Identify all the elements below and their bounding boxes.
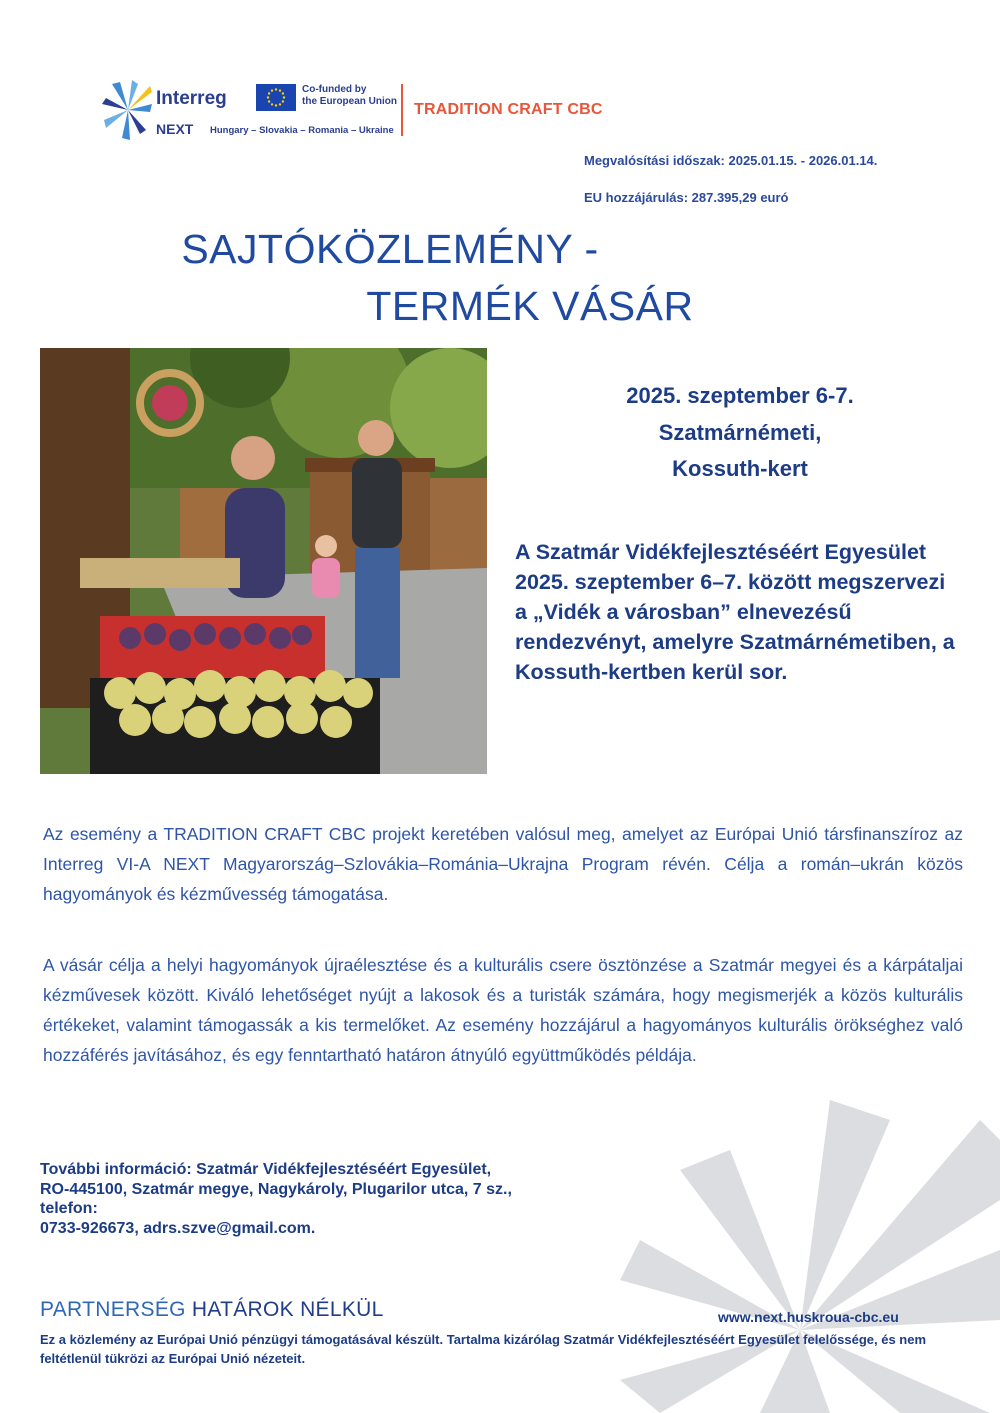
eu-contribution: EU hozzájárulás: 287.395,29 euró [584, 190, 789, 205]
cofunded-line1: Co-funded by [302, 84, 367, 95]
contact-line-4: 0733-926673, adrs.szve@gmail.com. [40, 1219, 316, 1237]
contact-line-1: További információ: Szatmár Vidékfejlesztéséért Egyesület, [40, 1161, 492, 1178]
footer-slogan [40, 1298, 384, 1322]
website-link[interactable]: www.next.huskroua-cbc.eu [718, 1309, 899, 1325]
implementation-period: Megvalósítási időszak: 2025.01.15. - 2026.01.14. [584, 153, 878, 168]
event-date: 2025. szeptember 6-7. [626, 383, 854, 408]
next-logo-text: NEXT [156, 121, 194, 137]
slogan-part-1: PARTNERSÉG [40, 1298, 186, 1321]
cofunded-line2: the European Union [302, 96, 397, 107]
interreg-logo-icon [100, 78, 152, 142]
page-title-line2: TERMÉK VÁSÁR [366, 283, 694, 329]
eu-flag-icon [256, 84, 296, 111]
page-title-line1: SAJTÓKÖZLEMÉNY - [181, 226, 599, 272]
body-paragraph-1: Az esemény a TRADITION CRAFT CBC projekt keretében valósul meg, amelyet az Európai Unió társfinanszíroz az Interreg VI-A NEXT Magyarország–Szlovákia–Románia–Ukrajna Program révén. Célja a román–ukrán közös hagyományok és kézművesség támogatása. [43, 824, 963, 904]
event-venue: Kossuth-kert [672, 456, 808, 481]
logo-divider [401, 84, 403, 136]
disclaimer: Ez a közlemény az Európai Unió pénzügyi támogatásával készült. Tartalma kizárólag Szatmár Vidékfejlesztéséért Egyesület felelőssége, és nem feltétlenül tükrözi az Európai Unió nézeteit. [40, 1332, 927, 1366]
contact-info [40, 1160, 680, 1238]
project-name: TRADITION CRAFT CBC [414, 101, 603, 118]
contact-line-3: telefon: [40, 1200, 98, 1217]
cofunded-label [302, 84, 402, 108]
event-city: Szatmárnémeti, [658, 420, 822, 445]
lead-paragraph: A Szatmár Vidékfejlesztéséért Egyesület 2025. szeptember 6–7. között megszervezi a „Vidék a városban” elnevezésű rendezvényt, amelyre Szatmárnémetiben, a Kossuth-kertben kerül sor. [515, 540, 955, 684]
slogan-part-2: HATÁROK NÉLKÜL [191, 1298, 384, 1321]
program-countries: Hungary – Slovakia – Romania – Ukraine [210, 125, 394, 136]
contact-line-2: RO-445100, Szatmár megye, Nagykároly, Plugarilor utca, 7 sz., [40, 1180, 512, 1198]
body-paragraph-2: A vásár célja a helyi hagyományok újraélesztése és a kulturális csere ösztönzése a Szatmár megyei és a kárpátaljai kézművesek között. Kiváló lehetőséget nyújt a lakosok és a turisták számára, hogy megismerjék a közös kulturális értékeket, valamint támogassák a kis termelőket. Az esemény hozzájárul a hagyományos kulturális örökséghez való hozzáférés javításához, és egy fenntartható határon átnyúló együttműködés példája. [43, 955, 963, 1065]
interreg-logo-text: Interreg [156, 88, 227, 109]
market-photo [40, 348, 487, 774]
